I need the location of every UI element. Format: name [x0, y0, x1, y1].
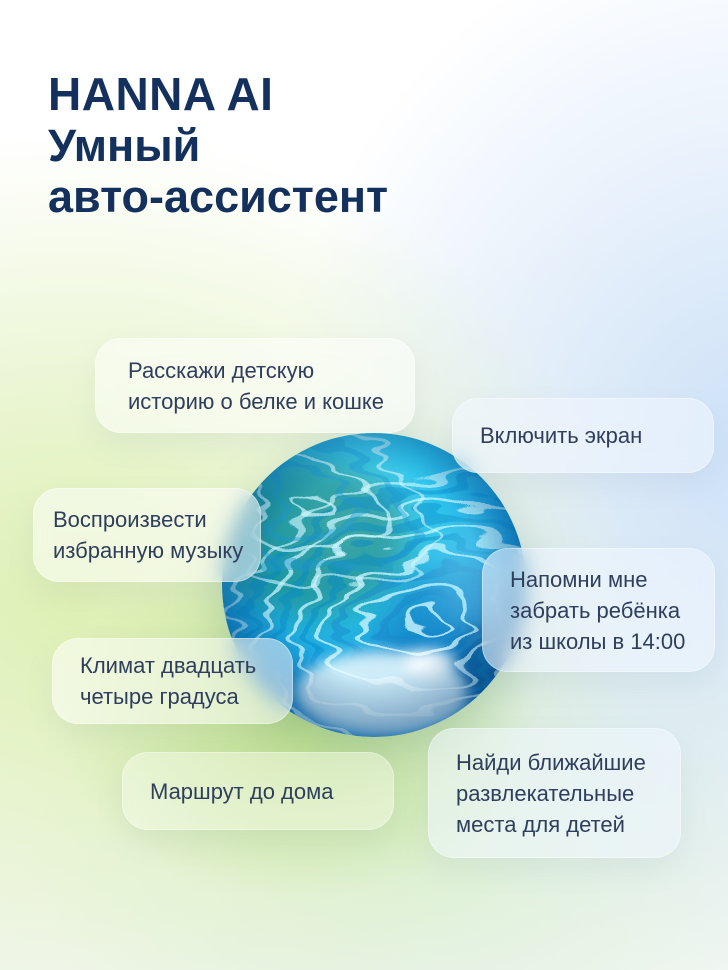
bubble-line: избранную музыку	[53, 538, 244, 563]
brand-name: HANNA AI	[48, 68, 274, 120]
bubble-line: историю о белке и кошке	[128, 388, 385, 414]
subtitle-line-1: Умный	[48, 120, 201, 171]
bubble-line: Найди ближайшие	[456, 749, 646, 775]
bubble-line: Включить экран	[480, 423, 643, 448]
bubble-line: Расскажи детскую	[128, 357, 315, 383]
bubble-line: места для детей	[456, 811, 625, 837]
voice-command-bubble-route	[122, 752, 394, 830]
page-title	[48, 68, 388, 222]
bubble-line: Маршрут до дома	[150, 778, 334, 804]
bubble-line: четыре градуса	[80, 684, 239, 709]
bubble-line: развлекательные	[456, 780, 635, 806]
voice-command-bubble-find	[428, 728, 681, 858]
voice-command-bubble-music	[33, 488, 261, 582]
voice-command-bubble-story	[95, 338, 415, 433]
subtitle-line-2: авто-ассистент	[48, 171, 389, 222]
bubble-line: Напомни мне	[510, 566, 648, 592]
voice-command-bubble-screen	[452, 398, 714, 473]
bubble-line: из школы в 14:00	[510, 628, 686, 654]
bubble-line: Воспроизвести	[53, 507, 207, 532]
voice-command-bubble-remind	[482, 548, 715, 672]
bubble-line: забрать ребёнка	[510, 597, 681, 623]
bubble-line: Климат двадцать	[80, 653, 257, 678]
voice-command-bubble-climate	[52, 638, 293, 724]
